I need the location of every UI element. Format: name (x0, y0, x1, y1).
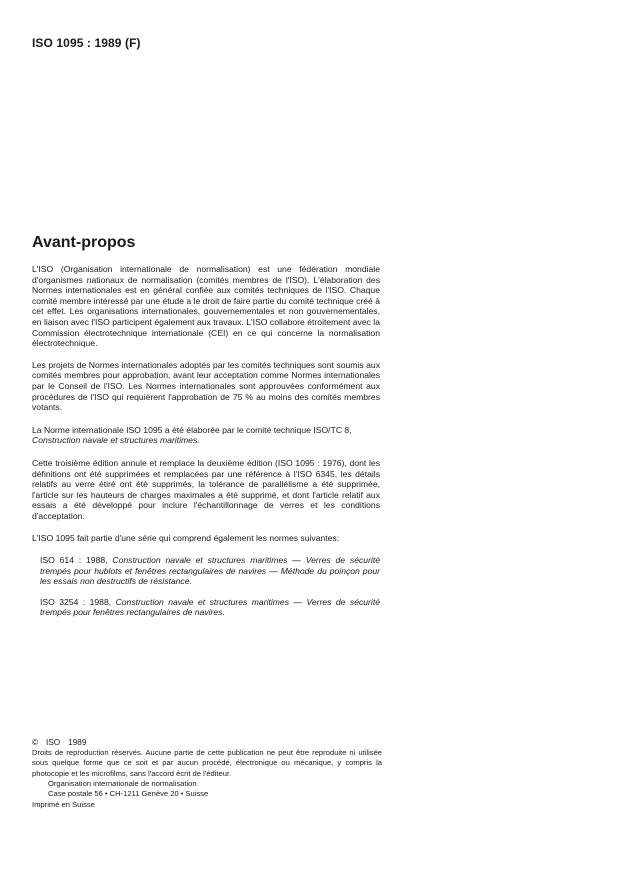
paragraph-approval: Les projets de Normes internationales adoptés par les comités techniques sont soumis aux comités membres pour approbation, avant leur acceptation comme Normes internationales par le Conseil de l'ISO. Les Normes internationales sont approuvées conformément aux procédures de l'ISO qui requièrent l'approbation de 75 % au moins des comités membres votants. (32, 359, 380, 413)
standard-title: Construction navale et structures maritimes — Verres de sécurité trempés pour hublots et fenêtres rectangulaires de navires — Méthode du poinçon pour les essais non destructifs de résistance. (40, 555, 381, 587)
copyright-org: ISO (46, 738, 61, 747)
standard-title: Construction navale et structures maritimes — Verres de sécurité trempés pour fenêtres rectangulaires de navires. (40, 596, 380, 618)
copyright-footer (32, 738, 382, 810)
paragraph-series-intro: L'ISO 1095 fait partie d'une série qui comprend également les normes suivantes: (32, 533, 340, 544)
page-title: Avant-propos (32, 234, 136, 251)
copyright-line (32, 738, 382, 748)
paragraph-edition: Cette troisième édition annule et remplace la deuxième édition (ISO 1095 : 1976), dont les définitions ont été supprimées et remplacées par une référence à l'ISO 6345, les détails relatifs au verre étiré ont été supprimés, la tolérance de parallélisme a été supprimée, l'article sur les hauteurs de charges maximales a été supprimé, et dont l'article relatif aux essais a été développé pour inclure l'échantillonnage de verres et les conditions d'acceptation. (32, 457, 380, 521)
prepared-text: La Norme internationale ISO 1095 a été élaborée par le comité technique ISO/TC 8, (32, 424, 352, 435)
printed-in: Imprimé en Suisse (32, 800, 95, 810)
address-city: CH-1211 Genève 20 (109, 789, 179, 799)
document-reference: ISO 1095 : 1989 (F) (32, 36, 141, 50)
address-box: Case postale 56 (48, 789, 103, 799)
copyright-year: 1989 (68, 738, 87, 747)
list-item (40, 555, 380, 587)
bullet-separator: • (105, 791, 108, 799)
standards-list (40, 555, 380, 618)
postal-address (48, 789, 382, 800)
list-item (40, 597, 380, 618)
rights-notice: Droits de reproduction réservés. Aucune partie de cette publication ne peut être reproduite ni utilisée sous quelque forme que ce soit et par aucun procédé, électronique ou mécanique, y compris la photocopie et les microfilms, sans l'accord écrit de l'éditeur. (32, 748, 382, 778)
standard-ref: ISO 614 : 1988, (40, 555, 108, 566)
org-name: Organisation internationale de normalisation (48, 778, 197, 788)
bullet-separator: • (180, 791, 184, 799)
paragraph-iso-intro: L'ISO (Organisation internationale de normalisation) est une fédération mondiale d'organismes nationaux de normalisation (comités membres de l'ISO). L'élaboration des Normes internationales est en général confiée aux comités techniques de l'ISO. Chaque comité membre intéressé par une étude a le droit de faire partie du comité technique créé à cet effet. Les organisations internationales, gouvernementales et non gouvernementales, en liaison avec l'ISO participent également aux travaux. L'ISO collabore étroitement avec la Commission électrotechnique internationale (CEI) en ce qui concerne la normalisation électrotechnique. (32, 264, 380, 349)
standard-ref: ISO 3254 : 1988, (40, 596, 112, 607)
paragraph-prepared-by (32, 425, 380, 446)
copyright-symbol: © (32, 738, 39, 747)
committee-name: Construction navale et structures maritimes. (32, 435, 200, 446)
foreword-body (32, 264, 380, 628)
address-country: Suisse (185, 789, 209, 799)
